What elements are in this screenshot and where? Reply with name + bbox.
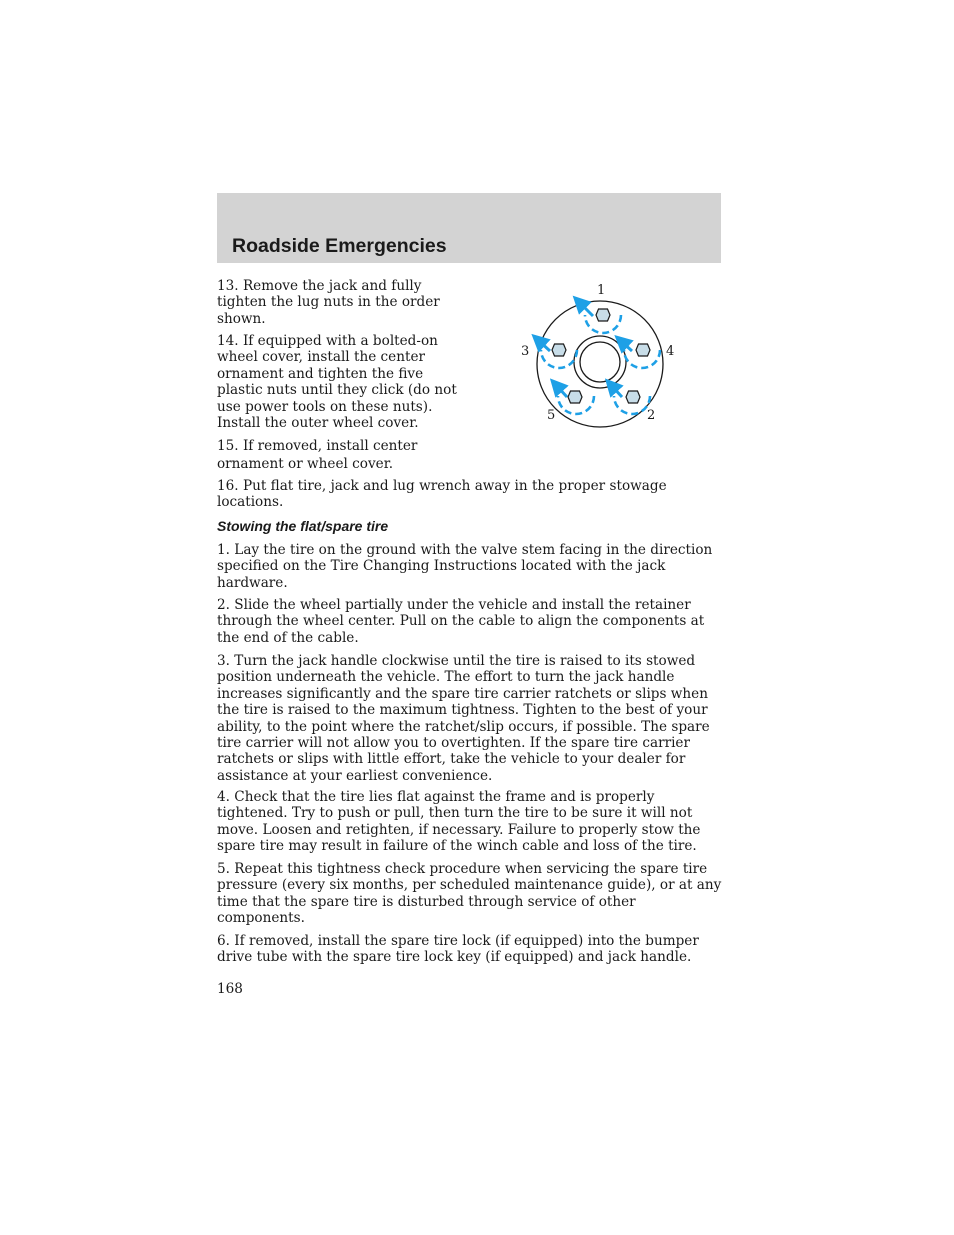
page-number: 168 bbox=[217, 981, 243, 997]
step-14: 14. If equipped with a bolted-on wheel cover, install the center ornament and tighten the five plastic nuts until they click (do not use power tools on these nuts). Install the outer wheel cover. bbox=[217, 333, 457, 432]
section-subheading: Stowing the flat/spare tire bbox=[217, 518, 389, 534]
lug-nut-5 bbox=[556, 385, 594, 414]
lug-nut-4 bbox=[621, 341, 660, 368]
wheel-hub-inner bbox=[580, 342, 620, 382]
step-13: 13. Remove the jack and fully tighten the lug nuts in the order shown. bbox=[217, 278, 440, 327]
stow-step-1: 1. Lay the tire on the ground with the valve stem facing in the direction specified on the Tire Changing Instructions located with the jack hardware. bbox=[217, 542, 713, 591]
step-16: 16. Put flat tire, jack and lug wrench away in the proper stowage locations. bbox=[217, 478, 667, 511]
lug-nut-2 bbox=[611, 385, 650, 414]
lug-nut-1 bbox=[579, 302, 621, 333]
step-15: 15. If removed, install center ornament or wheel cover. bbox=[217, 438, 418, 472]
nut-label-5: 5 bbox=[547, 408, 556, 423]
stow-step-2: 2. Slide the wheel partially under the vehicle and install the retainer through the wheel center. Pull on the cable to align the components at the end of the cable. bbox=[217, 597, 705, 646]
section-header-band bbox=[217, 193, 721, 263]
nut-label-1: 1 bbox=[597, 283, 606, 298]
lug-nut-3 bbox=[538, 340, 577, 368]
nut-label-2: 2 bbox=[647, 408, 656, 423]
stow-step-5: 5. Repeat this tightness check procedure when servicing the spare tire pressure (every six months, per scheduled maintenance guide), or at any time that the spare tire is disturbed through service of other components. bbox=[217, 861, 722, 927]
wheel-hub-outer bbox=[574, 336, 626, 388]
section-title: Roadside Emergencies bbox=[232, 235, 447, 257]
lug-nut-order-diagram bbox=[512, 278, 687, 430]
stow-step-6: 6. If removed, install the spare tire lock (if equipped) into the bumper drive tube with the spare tire lock key (if equipped) and jack handle. bbox=[217, 933, 699, 966]
nut-label-4: 4 bbox=[666, 344, 675, 359]
stow-step-4: 4. Check that the tire lies flat against the frame and is properly tightened. Try to push or pull, then turn the tire to be sure it will not move. Loosen and retighten, if necessary. Failure to properly stow the spare tire may result in failure of the winch cable and loss of the tire. bbox=[217, 789, 701, 855]
nut-label-3: 3 bbox=[521, 344, 530, 359]
stow-step-3: 3. Turn the jack handle clockwise until the tire is raised to its stowed position underneath the vehicle. The effort to turn the jack handle increases significantly and the spare tire carrier ratchets or slips when the tire is raised to the maximum tightness. Tighten to the best of your ability, to the point where the ratchet/slip occurs, if possible. The spare tire carrier will not allow you to overtighten. If the spare tire carrier ratchets or slips with little effort, take the vehicle to your dealer for assistance at your earliest convenience. bbox=[217, 653, 710, 784]
